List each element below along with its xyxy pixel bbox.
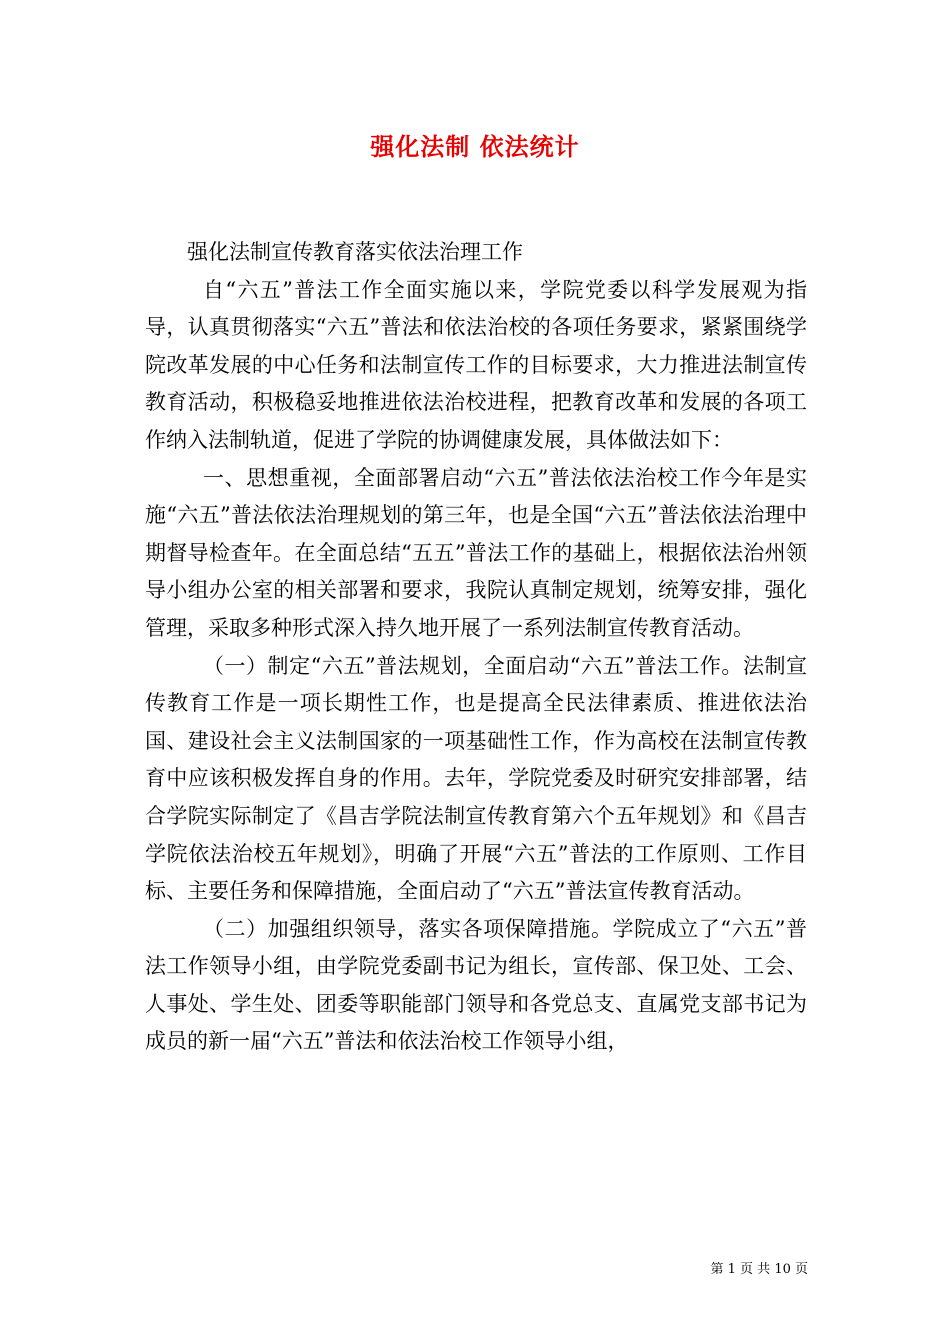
- document-title: 强化法制 依法统计: [370, 132, 580, 161]
- subsection-one-paragraph: （一）制定“六五”普法规划，全面启动“六五”普法工作。法制宣传教育工作是一项长期性工作，也是提高全民法律素质、推进依法治国、建设社会主义法制国家的一项基础性工作，作为高校在法制宣传教育中应该积极发挥自身的作用。去年，学院党委及时研究安排部署，结合学院实际制定了《昌吉学院法制宣传教育第六个五年规划》和《昌吉学院依法治校五年规划》，明确了开展“六五”普法的工作原则、工作目标、主要任务和保障措施，全面启动了“六五”普法宣传教育活动。: [145, 653, 807, 904]
- intro-paragraph: 自“六五”普法工作全面实施以来，学院党委以科学发展观为指导，认真贯彻落实“六五”普法和依法治校的各项任务要求，紧紧围绕学院改革发展的中心任务和法制宣传工作的目标要求，大力推进法制宣传教育活动，积极稳妥地推进依法治校进程，把教育改革和发展的各项工作纳入法制轨道，促进了学院的协调健康发展，具体做法如下：: [145, 277, 807, 452]
- section-one-paragraph: 一、思想重视，全面部署启动“六五”普法依法治校工作今年是实施“六五”普法依法治理规划的第三年，也是全国“六五”普法依法治理中期督导检查年。在全面总结“五五”普法工作的基础上，根据依法治州领导小组办公室的相关部署和要求，我院认真制定规划，统筹安排，强化管理，采取多种形式深入持久地开展了一系列法制宣传教育活动。: [145, 465, 807, 640]
- page-number-footer: 第 1 页 共 10 页: [710, 1262, 808, 1277]
- subsection-two-paragraph: （二）加强组织领导，落实各项保障措施。学院成立了“六五”普法工作领导小组，由学院党委副书记为组长，宣传部、保卫处、工会、人事处、学生处、团委等职能部门领导和各党总支、直属党支部书记为成员的新一届“六五”普法和依法治校工作领导小组，: [145, 916, 807, 1054]
- document-body: [145, 234, 807, 1061]
- subtitle-paragraph: 强化法制宣传教育落实依法治理工作: [187, 240, 523, 264]
